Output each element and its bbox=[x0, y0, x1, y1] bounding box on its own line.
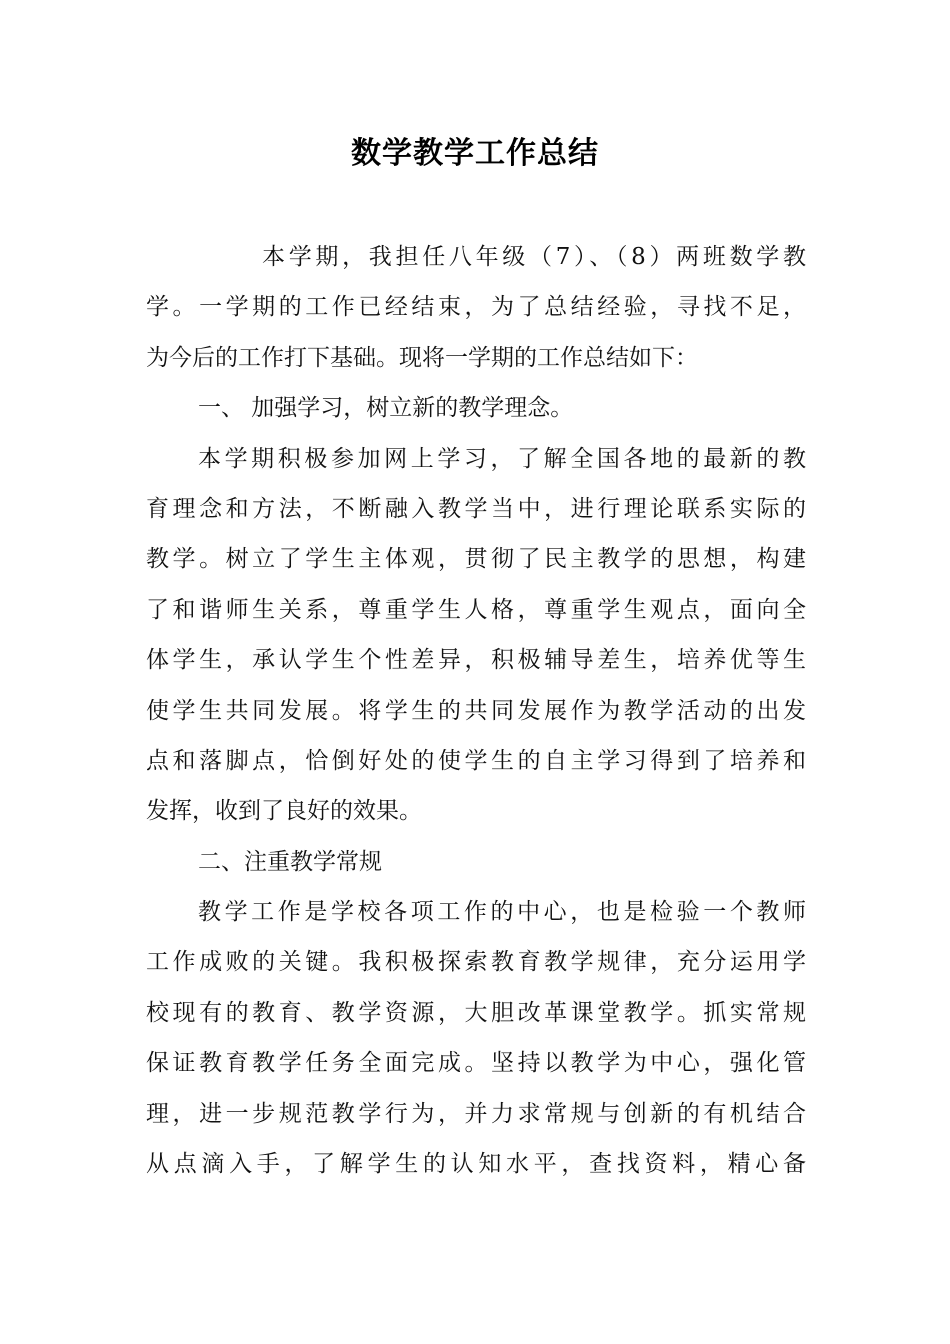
paragraph-line: 校现有的教育、教学资源，大胆改革课堂教学。抓实常规 bbox=[146, 999, 806, 1026]
paragraph-line: 工作成败的关键。我积极探索教育教学规律，充分运用学 bbox=[146, 949, 806, 976]
paragraph-line: 为今后的工作打下基础。现将一学期的工作总结如下： bbox=[146, 344, 698, 371]
paragraph-line: 教学。树立了学生主体观，贯彻了民主教学的思想，构建 bbox=[146, 546, 806, 573]
paragraph-line: 体学生，承认学生个性差异，积极辅导差生，培养优等生 bbox=[146, 647, 806, 674]
paragraph-line: 从点滴入手，了解学生的认知水平，查找资料，精心备 bbox=[146, 1151, 806, 1178]
paragraph-line: 学。一学期的工作已经结束，为了总结经验，寻找不足， bbox=[146, 294, 806, 321]
document-body bbox=[146, 232, 806, 1189]
paragraph-line: 点和落脚点，恰倒好处的使学生的自主学习得到了培养和 bbox=[146, 747, 806, 774]
paragraph-line: 理，进一步规范教学行为，并力求常规与创新的有机结合 bbox=[146, 1100, 806, 1127]
paragraph-line: 本学期积极参加网上学习，了解全国各地的最新的教 bbox=[198, 445, 806, 472]
paragraph-line: 保证教育教学任务全面完成。坚持以教学为中心，强化管 bbox=[146, 1050, 806, 1077]
paragraph-line: 教学工作是学校各项工作的中心，也是检验一个教师 bbox=[198, 899, 806, 926]
document-title: 数学教学工作总结 bbox=[351, 136, 599, 171]
section-heading: 二、注重教学常规 bbox=[198, 848, 382, 875]
section-heading: 一、 加强学习，树立新的教学理念。 bbox=[198, 395, 574, 422]
paragraph-line: 了和谐师生关系，尊重学生人格，尊重学生观点，面向全 bbox=[146, 596, 806, 623]
paragraph-line: 本学期，我担任八年级（7）、（8）两班数学教 bbox=[262, 244, 806, 270]
paragraph-line: 使学生共同发展。将学生的共同发展作为教学活动的出发 bbox=[146, 697, 806, 724]
paragraph-line: 育理念和方法，不断融入教学当中，进行理论联系实际的 bbox=[146, 495, 806, 522]
paragraph-line: 发挥，收到了良好的效果。 bbox=[146, 798, 422, 825]
